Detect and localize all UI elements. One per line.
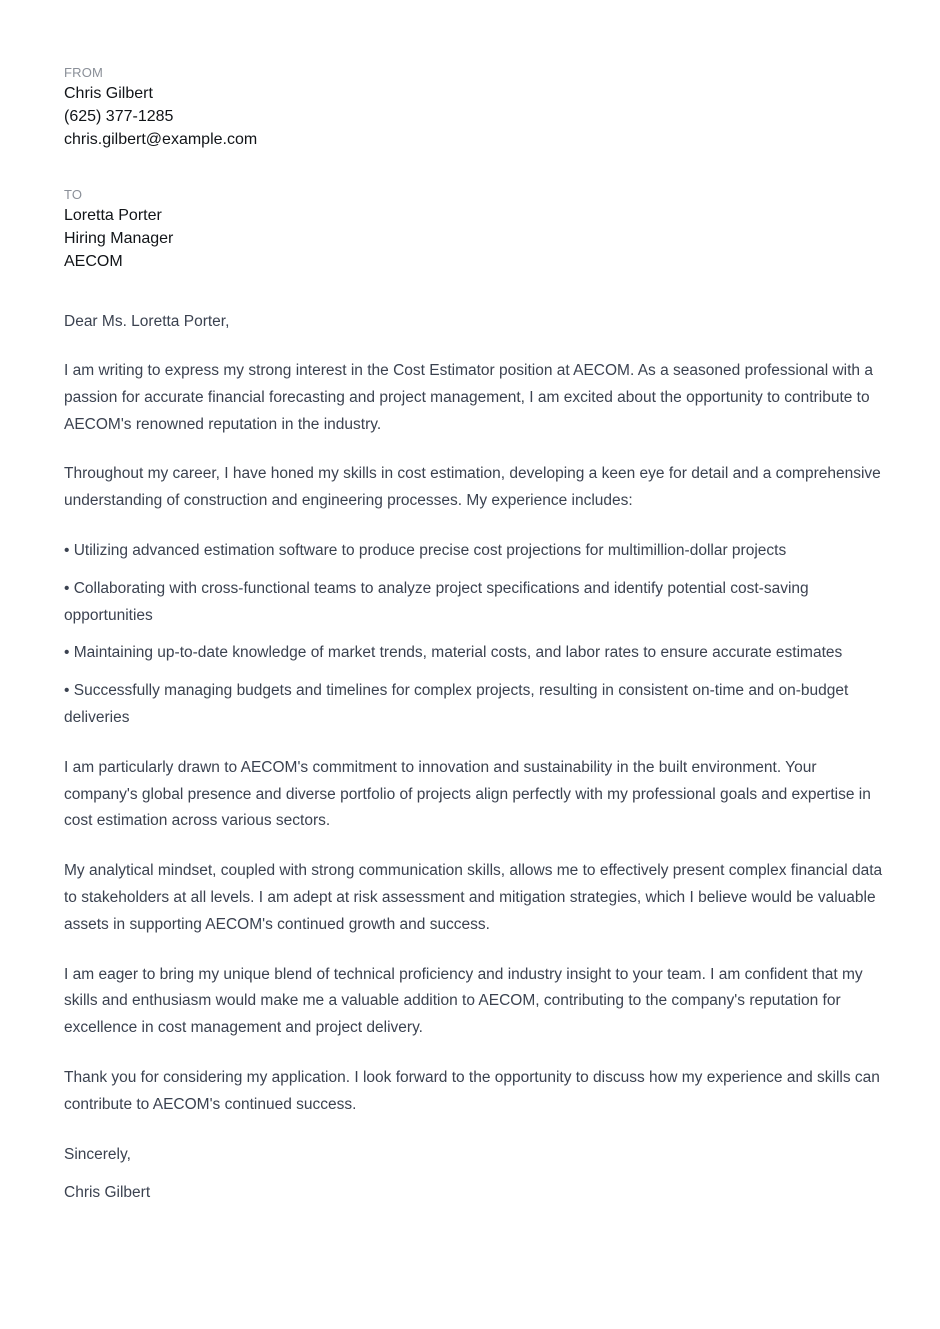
recipient-title: Hiring Manager [64,230,174,247]
letter-paragraph: I am particularly drawn to AECOM's commitment to innovation and sustainability in the built environment. Your company's global presence and diverse portfolio of projects align perfectly with my professional goals and expertise in cost estimation across various sectors. [64,758,871,830]
from-label: FROM [64,65,104,80]
experience-bullet: • Collaborating with cross-functional teams to analyze project specifications and identify potential cost-saving opportunities [64,579,809,624]
signature: Chris Gilbert [64,1184,151,1202]
letter-paragraph: Throughout my career, I have honed my skills in cost estimation, developing a keen eye for detail and a comprehensive understanding of construction and engineering processes. My experience includes: [64,465,881,510]
salutation: Dear Ms. Loretta Porter, [64,313,230,330]
experience-bullet: • Maintaining up-to-date knowledge of market trends, material costs, and labor rates to ensure accurate estimates [64,644,843,662]
recipient-company: AECOM [64,253,123,270]
letter-paragraph: I am writing to express my strong interest in the Cost Estimator position at AECOM. As a seasoned professional with a passion for accurate financial forecasting and project management, I am excited about the opportunity to contribute to AECOM's renowned reputation in the industry. [64,362,873,433]
sender-email: chris.gilbert@example.com [64,131,258,148]
closing: Sincerely, [64,1145,131,1163]
letter-paragraph: I am eager to bring my unique blend of technical proficiency and industry insight to your team. I am confident that my skills and enthusiasm would make me a valuable addition to AECOM, contributing to the company's reputation for excellence in cost management and project delivery. [64,965,863,1037]
experience-bullet: • Successfully managing budgets and timelines for complex projects, resulting in consistent on-time and on-budget deliveries [64,682,849,726]
sender-name: Chris Gilbert [64,85,153,102]
recipient-block [64,186,892,273]
to-label: TO [64,187,83,202]
recipient-name: Loretta Porter [64,207,162,224]
sender-phone: (625) 377-1285 [64,108,174,125]
letter-paragraph: My analytical mindset, coupled with strong communication skills, allows me to effectively present complex financial data to stakeholders at all levels. I am adept at risk assessment and mitigation strategies, which I believe would be valuable assets in supporting AECOM's continued growth and success. [64,862,883,933]
experience-bullet: • Utilizing advanced estimation software to produce precise cost projections for multimillion-dollar projects [64,541,787,559]
letter-paragraph: Thank you for considering my application. I look forward to the opportunity to discuss how my experience and skills can contribute to AECOM's continued success. [64,1068,880,1113]
sender-block [64,64,892,151]
